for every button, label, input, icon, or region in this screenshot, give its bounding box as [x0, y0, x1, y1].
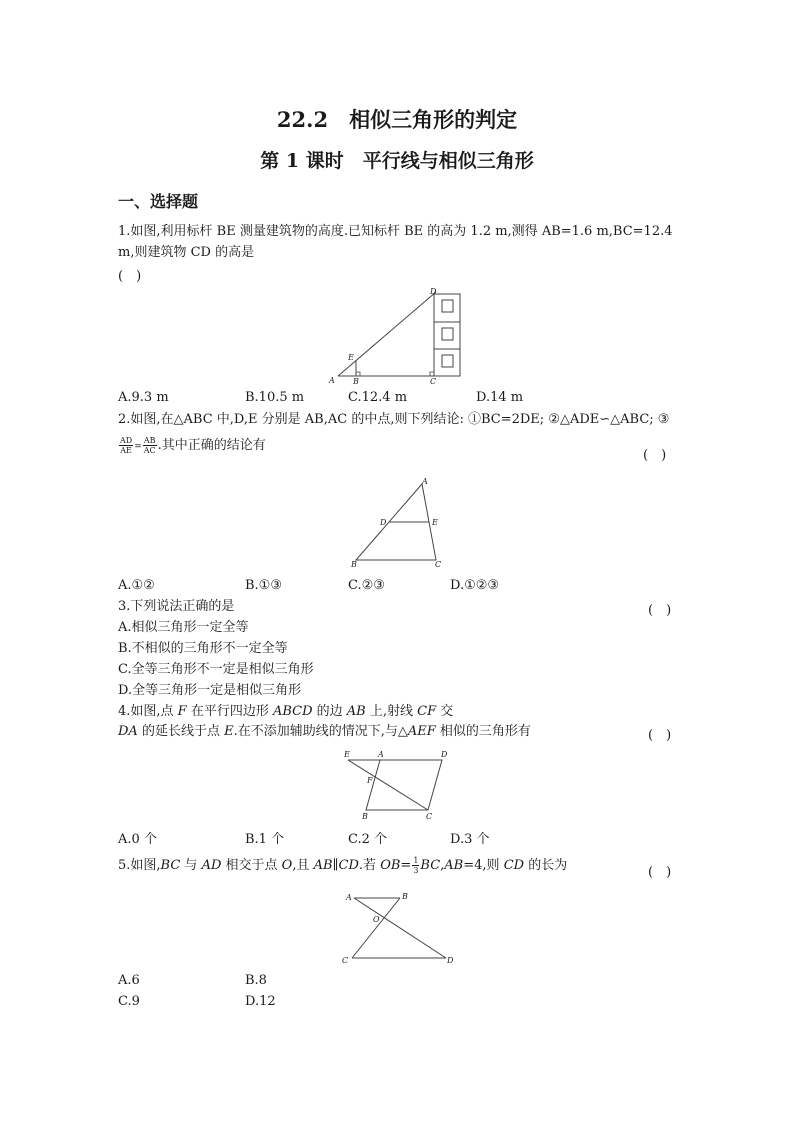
q4-option-c: C.2 个 — [348, 832, 388, 847]
q1-option-d: D.14 m — [476, 390, 524, 405]
q5-figure — [336, 888, 462, 968]
q1-label-b: B — [353, 377, 359, 386]
q2-label-a: A — [422, 477, 428, 486]
q4-label-a: A — [378, 750, 384, 759]
q2-label-b: B — [351, 560, 357, 569]
q4-option-a: A.0 个 — [118, 832, 157, 847]
q1-label-a: A — [329, 376, 335, 385]
q5-stem: 5.如图,BC 与 AD 相交于点 O,且 AB∥CD.若 OB= $\frac{1}{3}$ BC,AB=4,则 CD 的长为 — [118, 856, 568, 875]
q4-label-f: F — [367, 776, 373, 785]
q3-option-b: B.不相似的三角形不一定全等 — [118, 641, 288, 656]
q4-parallelogram-abcd — [366, 760, 442, 810]
section-heading: 一、选择题 — [118, 192, 199, 211]
q1-window-3 — [442, 355, 453, 367]
q1-right-angle-b — [356, 372, 360, 376]
q2-figure — [344, 476, 454, 570]
q4-label-e: E — [344, 750, 350, 759]
q2-stem-line2: $\frac{AD}{AE}$ = $\frac{AB}{AC}$ .其中正确的结论有 — [120, 436, 266, 455]
q1-stem-line1: 1.如图,利用标杆 BE 测量建筑物的高度.已知标杆 BE 的高为 1.2 m,测得 AB=1.6 m,BC=12.4 — [118, 224, 673, 239]
q1-option-c: C.12.4 m — [348, 390, 408, 405]
q4-option-b: B.1 个 — [245, 832, 285, 847]
q2-option-d: D.①②③ — [450, 578, 500, 593]
page-title: 22.2 相似三角形的判定 — [276, 107, 518, 132]
q2-option-c: C.②③ — [348, 578, 385, 593]
q4-ray-cf — [348, 760, 428, 810]
q5-option-a: A.6 — [118, 973, 140, 988]
q1-label-e: E — [348, 353, 354, 362]
q2-stem-line1: 2.如图,在△ABC 中,D,E 分别是 AB,AC 的中点,则下列结论: ①BC=2DE; ②△ADE∽△ABC; ③ — [118, 412, 670, 427]
q2-label-d: D — [380, 518, 387, 527]
q3-answer-paren: ( ) — [648, 603, 672, 618]
q1-label-d: D — [430, 287, 437, 296]
q1-answer-paren: ( ) — [118, 269, 142, 284]
q4-answer-paren: ( ) — [648, 728, 672, 743]
q5-label-c: C — [342, 956, 349, 965]
q1-label-c: C — [430, 377, 437, 386]
q5-segment-ad — [354, 898, 446, 958]
q1-building-outline — [434, 294, 460, 376]
q2-label-c: C — [435, 560, 442, 569]
q3-stem: 3.下列说法正确的是 — [118, 599, 235, 614]
q1-right-angle-c — [430, 372, 434, 376]
page-subtitle: 第 1 课时 平行线与相似三角形 — [260, 150, 534, 172]
q5-option-d: D.12 — [245, 994, 276, 1009]
q4-figure — [338, 748, 458, 822]
q5-option-b: B.8 — [245, 973, 267, 988]
q2-label-e: E — [432, 518, 438, 527]
q1-figure — [326, 284, 470, 388]
q5-segment-bc — [352, 898, 400, 958]
q5-label-d: D — [447, 956, 454, 965]
q2-fraction-ad-ae: $\frac{AD}{AE}$ — [120, 436, 133, 455]
q3-option-c: C.全等三角形不一定是相似三角形 — [118, 662, 314, 677]
q1-stem-line2: m,则建筑物 CD 的高是 — [118, 245, 255, 260]
q4-option-d: D.3 个 — [450, 832, 490, 847]
q3-option-d: D.全等三角形一定是相似三角形 — [118, 683, 302, 698]
q1-option-b: B.10.5 m — [245, 390, 305, 405]
q5-label-b: B — [402, 892, 408, 901]
q4-label-b: B — [362, 812, 368, 821]
q2-option-a: A.①② — [118, 578, 155, 593]
q5-option-c: C.9 — [118, 994, 140, 1009]
q2-fraction-ab-ac: $\frac{AB}{AC}$ — [143, 436, 156, 455]
q5-fraction-one-third: $\frac{1}{3}$ — [413, 856, 419, 875]
q5-answer-paren: ( ) — [648, 865, 672, 880]
q1-window-1 — [442, 300, 453, 312]
q5-label-a: A — [346, 893, 352, 902]
q3-option-a: A.相似三角形一定全等 — [118, 620, 249, 635]
q4-stem-line2: DA 的延长线于点 E.在不添加辅助线的情况下,与△AEF 相似的三角形有 — [118, 724, 531, 739]
q1-window-2 — [442, 328, 453, 340]
q4-stem-line1: 4.如图,点 F 在平行四边形 ABCD 的边 AB 上,射线 CF 交 — [118, 704, 454, 719]
q1-sight-line — [338, 292, 436, 376]
q4-label-d: D — [441, 750, 448, 759]
q2-answer-paren: ( ) — [643, 448, 667, 463]
q5-label-o: O — [373, 915, 380, 924]
q1-option-a: A.9.3 m — [118, 390, 169, 405]
q2-option-b: B.①③ — [245, 578, 282, 593]
q4-label-c: C — [426, 812, 433, 821]
